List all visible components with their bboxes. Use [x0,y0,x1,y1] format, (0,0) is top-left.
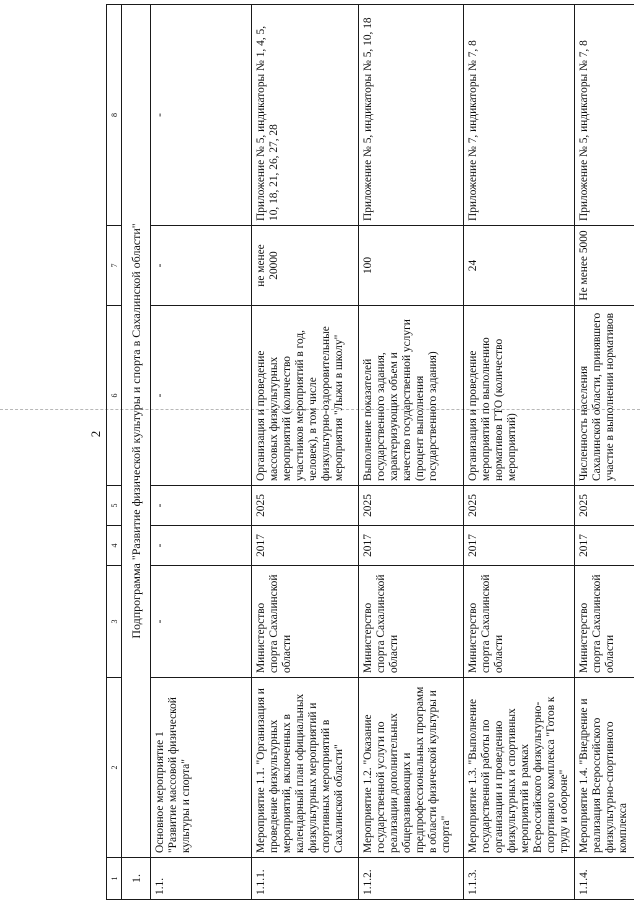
appendix-link: Приложение № 5, индикаторы № 1, 4, 5, 10, 18, 21, 26, 27, 28 [252,5,359,226]
table-row [252,5,359,900]
col-header: 3 [107,566,122,678]
measure-name: Основное мероприятие 1 "Развитие массовой физической культуры и спорта" [151,678,252,858]
subprogram-title: Подпрограмма "Развитие физической культуры и спорта в Сахалинской области" [122,5,151,858]
end-year: 2025 [252,486,359,526]
measure-name: Мероприятие 1.1. "Организация и проведение физкультурных мероприятий, включенных в календарный план официальных физкультурных мероприятий и спортивных мероприятий в Сахалинской области" [252,678,359,858]
indicator: Численность населения Сахалинской области, принявшего участие в выполнении нормативов [575,306,635,486]
subprogram-number: 1. [122,858,151,900]
end-year: 2025 [464,486,575,526]
measure-name: Мероприятие 1.4. "Внедрение и реализация Всероссийского физкультурно-спортивного комплекса [575,678,635,858]
indicator: Выполнение показателей государственного задания, характеризующих объем и качество государственной услуги (процент выполнения государственного задания) [359,306,464,486]
measure-name: Мероприятие 1.3. "Выполнение государственной работы по организации и проведению физкультурных и спортивных мероприятий в рамках Всероссийского физкультурно-спортивного комплекса "Готов к труду и обороне" [464,678,575,858]
start-year: - [151,526,252,566]
executor: Министерство спорта Сахалинской области [575,566,635,678]
target-value: 100 [359,226,464,306]
start-year: 2017 [359,526,464,566]
table-row [359,5,464,900]
row-number: 1.1.4. [575,858,635,900]
appendix-link: Приложение № 5, индикаторы № 7, 8 [575,5,635,226]
end-year: 2025 [575,486,635,526]
end-year: 2025 [359,486,464,526]
col-header: 5 [107,486,122,526]
col-header: 8 [107,5,122,226]
appendix-link: Приложение № 7, индикаторы № 7, 8 [464,5,575,226]
appendix-link: - [151,5,252,226]
col-header: 2 [107,678,122,858]
page-number: 2 [88,430,103,438]
target-value: 24 [464,226,575,306]
indicator: Организация и проведение массовых физкультурных мероприятий (количество участников мероприятий в год, человек), в том числе физкультурно-оздоровительные мероприятия "Лыжи в школу" [252,306,359,486]
executor: Министерство спорта Сахалинской области [359,566,464,678]
start-year: 2017 [575,526,635,566]
row-number: 1.1.1. [252,858,359,900]
start-year: 2017 [464,526,575,566]
program-measures-table [106,4,634,900]
executor: - [151,566,252,678]
rotated-table-area [106,0,634,905]
row-number: 1.1.3. [464,858,575,900]
rotated-page [106,5,634,900]
measure-name: Мероприятие 1.2. "Оказание государственной услуги по реализации дополнительных общеразвивающих и предпрофессиональных программ в области физической культуры и спорта" [359,678,464,858]
executor: Министерство спорта Сахалинской области [464,566,575,678]
target-value: не менее 20000 [252,226,359,306]
start-year: 2017 [252,526,359,566]
row-number: 1.1. [151,858,252,900]
subprogram-row [122,5,151,900]
target-value: - [151,226,252,306]
col-header: 4 [107,526,122,566]
col-header: 1 [107,858,122,900]
row-number: 1.1.2. [359,858,464,900]
indicator: - [151,306,252,486]
table-row [151,5,252,900]
column-number-row [107,5,122,900]
col-header: 7 [107,226,122,306]
indicator: Организация и проведение мероприятий по выполнению нормативов ГТО (количество мероприятий) [464,306,575,486]
target-value: Не менее 5000 [575,226,635,306]
col-header: 6 [107,306,122,486]
table-row [575,5,635,900]
appendix-link: Приложение № 5, индикаторы № 5, 10, 18 [359,5,464,226]
end-year: - [151,486,252,526]
table-row [464,5,575,900]
executor: Министерство спорта Сахалинской области [252,566,359,678]
